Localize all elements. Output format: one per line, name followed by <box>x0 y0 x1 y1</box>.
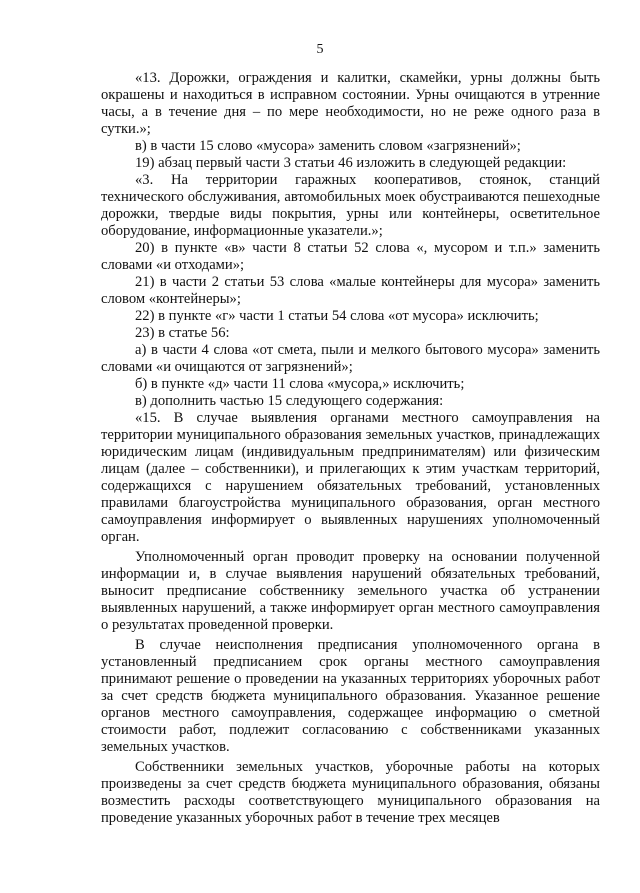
paragraph-authorized-body: Уполномоченный орган проводит проверку на основании полученной информации и, в случае выявления нарушений обязательных требований, выносит предписание собственнику земельного участка об устранении выявленных нарушений, а также информирует орган местного самоуправления о результатах проведенной проверки. <box>101 549 600 633</box>
paragraph-sub-a: а) в части 4 слова «от смета, пыли и мелкого бытового мусора» заменить словами «и очищаются от загрязнений»; <box>101 342 600 375</box>
paragraph-article-46-text: «3. На территории гаражных кооперативов, стоянок, станций технического обслуживания, автомобильных моек обустраиваются пешеходные дорожки, твердые виды покрытия, урны или контейнеры, осветительное оборудование, информационные указатели.»; <box>101 172 600 239</box>
paragraph-point-19: 19) абзац первый части 3 статьи 46 изложить в следующей редакции: <box>135 155 567 171</box>
paragraph-point-20: 20) в пункте «в» части 8 статьи 52 слова «, мусором и т.п.» заменить словами «и отходами»; <box>101 240 600 273</box>
paragraph-sub-v: в) дополнить частью 15 следующего содержания: <box>135 393 444 409</box>
document-body <box>101 70 600 827</box>
paragraph-point-22: 22) в пункте «г» части 1 статьи 54 слова «от мусора» исключить; <box>135 308 539 324</box>
paragraph-part-15-amendment: в) в части 15 слово «мусора» заменить словом «загрязнений»; <box>135 138 521 154</box>
paragraph-sub-b: б) в пункте «д» части 11 слова «мусора,» исключить; <box>135 376 465 392</box>
page-number: 5 <box>316 42 324 57</box>
paragraph-non-compliance: В случае неисполнения предписания уполномоченного органа в установленный предписанием срок органы местного самоуправления принимают решение о проведении на указанных территориях уборочных работ за счет средств бюджета муниципального образования. Указанное решение органов местного самоуправления, содержащее информацию о сметной стоимости работ, подлежит согласованию с собственниками указанных земельных участков. <box>101 637 600 755</box>
paragraph-item-13: «13. Дорожки, ограждения и калитки, скамейки, урны должны быть окрашены и находиться в исправном состоянии. Урны очищаются в утренние часы, а в течение дня – по мере необходимости, но не реже одного раза в сутки.»; <box>101 70 600 137</box>
paragraph-point-21: 21) в части 2 статьи 53 слова «малые контейнеры для мусора» заменить словом «контейнеры»; <box>101 274 600 307</box>
paragraph-owners-reimburse: Собственники земельных участков, уборочные работы на которых произведены за счет средств бюджета муниципального образования, обязаны возместить расходы соответствующего муниципального образования на проведение указанных уборочных работ в течение трех месяцев <box>101 759 600 826</box>
paragraph-point-23: 23) в статье 56: <box>135 325 230 341</box>
paragraph-part-15-text: «15. В случае выявления органами местного самоуправления на территории муниципального образования земельных участков, принадлежащих юридическим лицам (индивидуальным предпринимателям) или физическим лицам (далее – собственники), и прилегающих к этим участкам территорий, содержащихся с нарушением обязательных требований, установленных правилами благоустройства муниципального образования, орган местного самоуправления информирует о выявленных нарушениях уполномоченный орган. <box>101 410 600 545</box>
